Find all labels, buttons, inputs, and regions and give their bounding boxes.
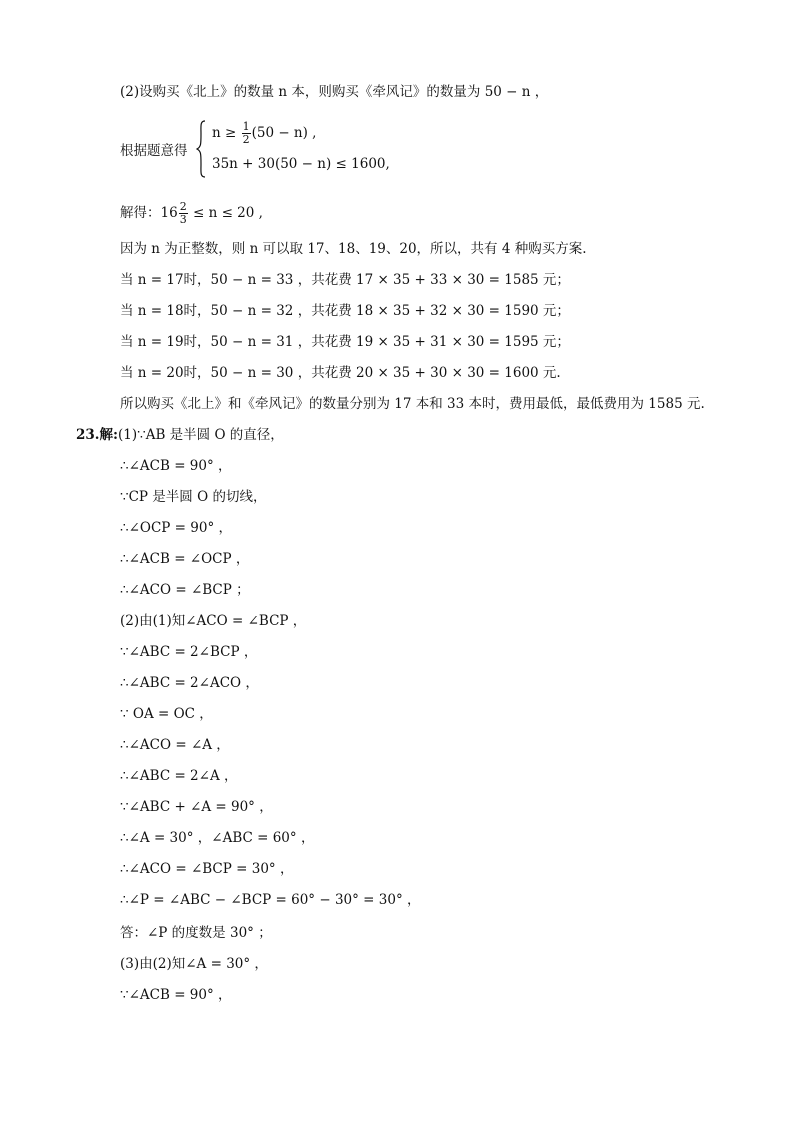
inequality-2: 35n + 30(50 − n) ≤ 1600, xyxy=(212,156,390,172)
proof-step: ∵ OA = OC ， xyxy=(120,706,213,722)
integer-note: 因为 n 为正整数，则 n 可以取 17、18、19、20，所以，共有 4 种购买方案. xyxy=(120,241,587,257)
proof-step: (2)由(1)知∠ACO = ∠BCP ， xyxy=(120,613,307,629)
system-label: 根据题意得 xyxy=(120,143,188,159)
case-line: 当 n = 17时，50 − n = 33 ，共花费 17 × 35 + 33 × 30 = 1585 元； xyxy=(120,272,570,288)
proof-step: ∴∠P = ∠ABC − ∠BCP = 60° − 30° = 30° ， xyxy=(120,892,421,908)
proof-step: (3)由(2)知∠A = 30° ， xyxy=(120,956,268,972)
question-23-first-line xyxy=(76,426,284,444)
proof-step: ∴∠ACB = ∠OCP ， xyxy=(120,551,250,567)
mixed-whole: 16 xyxy=(160,205,178,221)
proof-step: ∴∠ACO = ∠A ， xyxy=(120,737,230,753)
case-line: 当 n = 20时，50 − n = 30 ，共花费 20 × 35 + 30 × 30 = 1600 元. xyxy=(120,365,561,381)
proof-step: ∵∠ABC + ∠A = 90° ， xyxy=(120,799,273,815)
q23-first-step: (1)∵AB 是半圆 O 的直径， xyxy=(117,427,284,443)
part2-conclusion: 所以购买《北上》和《牵风记》的数量分别为 17 本和 33 本时，费用最低，最低费用为 1585 元. xyxy=(120,396,705,412)
proof-step: ∴∠ABC = 2∠ACO ， xyxy=(120,675,259,691)
proof-step: ∴∠OCP = 90° ， xyxy=(120,520,232,536)
fraction-denominator: 2 xyxy=(242,133,250,146)
case-line: 当 n = 19时，50 − n = 31 ，共花费 19 × 35 + 31 × 30 = 1595 元； xyxy=(120,334,570,350)
solution-prefix: 解得： xyxy=(120,205,161,221)
proof-step: ∴∠ACB = 90° ， xyxy=(120,458,232,474)
proof-step: ∵∠ACB = 90° ， xyxy=(120,987,232,1003)
solution-range xyxy=(120,201,263,226)
solution-suffix: ≤ n ≤ 20 , xyxy=(188,205,263,221)
mixed-number xyxy=(161,201,189,226)
fraction-two-thirds xyxy=(179,201,188,226)
inequality-1 xyxy=(212,121,316,146)
proof-step: ∴∠A = 30° ，∠ABC = 60° ， xyxy=(120,830,315,846)
case-line: 当 n = 18时，50 − n = 32 ，共花费 18 × 35 + 32 × 30 = 1590 元； xyxy=(120,303,570,319)
fraction-numerator: 1 xyxy=(242,120,250,133)
fraction-numerator: 2 xyxy=(179,200,187,213)
part2-setup: (2)设购买《北上》的数量 n 本，则购买《牵风记》的数量为 50 − n ， xyxy=(120,84,549,100)
fraction-denominator: 3 xyxy=(179,213,187,226)
left-brace-icon xyxy=(196,120,206,178)
proof-step: ∵∠ABC = 2∠BCP ， xyxy=(120,644,258,660)
answer-line: 答：∠P 的度数是 30° ； xyxy=(120,925,272,941)
proof-step: ∴∠ACO = ∠BCP ； xyxy=(120,582,250,598)
question-number: 23.解: xyxy=(76,427,118,443)
fraction-one-half xyxy=(242,121,251,146)
proof-step: ∴∠ABC = 2∠A ， xyxy=(120,768,238,784)
proof-step: ∵CP 是半圆 O 的切线， xyxy=(120,489,267,505)
inequality-1-rhs: (50 − n) , xyxy=(251,125,317,141)
inequality-1-lhs: n ≥ xyxy=(212,125,241,141)
proof-step: ∴∠ACO = ∠BCP = 30° ， xyxy=(120,861,294,877)
